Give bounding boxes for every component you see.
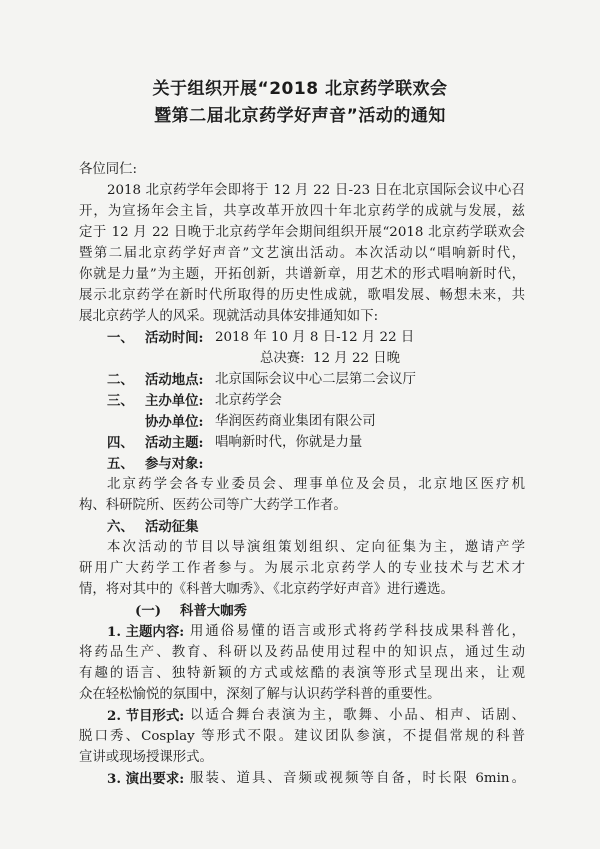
collect-line: 研用广大药学工作者参与。为展示北京药学人的专业技术与艺术才 xyxy=(79,561,525,576)
section-heading-number: (一) xyxy=(135,603,162,619)
participants-line: 构、科研院所、医药公司等广大药学工作者。 xyxy=(79,498,347,513)
activity-place-value: 北京国际会议中心二层第二会议厅 xyxy=(215,372,416,387)
item-number: 二、 xyxy=(107,372,134,388)
collect-line: 本次活动的节目以导演组策划组织、定向征集为主，邀请产学 xyxy=(107,540,525,555)
requirements-label: 3. 演出要求: xyxy=(107,771,185,787)
co-host-label: 协办单位: xyxy=(145,414,204,430)
intro-line: 展示北京药学在新时代所取得的历史性成就，歌唱发展、畅想未来，共 xyxy=(79,288,525,303)
topic-label: 1. 主题内容: xyxy=(107,624,185,640)
intro-line: 开，为宣扬年会主旨，共享改革开放四十年北京药学的成就与发展，兹 xyxy=(79,204,525,219)
intro-line: 定于 12 月 22 日晚于北京药学年会期间组织开展“2018 北京药学联欢会 xyxy=(79,225,525,240)
item-number: 六、 xyxy=(107,519,134,535)
theme-label: 活动主题: xyxy=(145,435,204,451)
document-title-line-2: 暨第二届北京药学好声音”活动的通知 xyxy=(154,106,446,126)
format-label: 2. 节目形式: xyxy=(107,708,185,724)
item-number: 五、 xyxy=(107,456,134,472)
salutation: 各位同仁: xyxy=(79,162,138,177)
collect-label: 活动征集 xyxy=(145,519,199,535)
section-heading: 科普大咖秀 xyxy=(180,603,247,619)
intro-line: 展北京药学人的风采。现就活动具体安排通知如下: xyxy=(79,309,379,324)
format-line: 宣讲或现场授课形式。 xyxy=(79,750,213,765)
requirements-line: 服装、道具、音频或视频等自备，时长限 6min。 xyxy=(190,771,525,786)
intro-line: 暨第二届北京药学好声音”文艺演出活动。本次活动以“唱响新时代， xyxy=(79,246,525,261)
activity-place-label: 活动地点: xyxy=(145,372,204,388)
item-number: 三、 xyxy=(107,393,134,409)
topic-line: 有趣的语言、独特新颖的方式或炫酷的表演等形式呈现出来，让观 xyxy=(79,666,525,681)
host-label: 主办单位: xyxy=(145,393,204,409)
format-line: 以适合舞台表演为主，歌舞、小品、相声、话剧、 xyxy=(190,708,525,723)
topic-line: 用通俗易懂的语言或形式将药学科技成果科普化， xyxy=(190,624,525,639)
activity-time-value: 2018 年 10 月 8 日-12 月 22 日 xyxy=(215,330,415,345)
topic-line: 众在轻松愉悦的氛围中，深刻了解与认识药学科普的重要性。 xyxy=(79,687,441,702)
document-title-line-1: 关于组织开展“2018 北京药学联欢会 xyxy=(152,79,448,99)
host-value: 北京药学会 xyxy=(215,393,282,408)
format-line: 脱口秀、Cosplay 等形式不限。建议团队参演，不提倡常规的科普 xyxy=(79,729,525,744)
collect-line: 情，将对其中的《科普大咖秀》、《北京药学好声音》进行遴选。 xyxy=(79,582,454,597)
final-value: 12 月 22 日晚 xyxy=(313,351,401,366)
topic-line: 将药品生产、教育、科研以及药品使用过程中的知识点，通过生动 xyxy=(79,645,525,660)
participants-label: 参与对象: xyxy=(145,456,204,472)
participants-line: 北京药学会各专业委员会、理事单位及会员，北京地区医疗机 xyxy=(107,477,525,492)
theme-value: 唱响新时代，你就是力量 xyxy=(215,435,363,450)
final-label: 总决赛: xyxy=(260,351,305,366)
intro-line: 2018 北京药学年会即将于 12 月 22 日-23 日在北京国际会议中心召 xyxy=(107,183,525,198)
co-host-value: 华润医药商业集团有限公司 xyxy=(215,414,376,429)
intro-line: 你就是力量”为主题，开拓创新，共谱新章，用艺术的形式唱响新时代， xyxy=(79,267,525,282)
activity-time-label: 活动时间: xyxy=(145,330,204,346)
item-number: 四、 xyxy=(107,435,134,451)
item-number: 一、 xyxy=(107,330,134,346)
